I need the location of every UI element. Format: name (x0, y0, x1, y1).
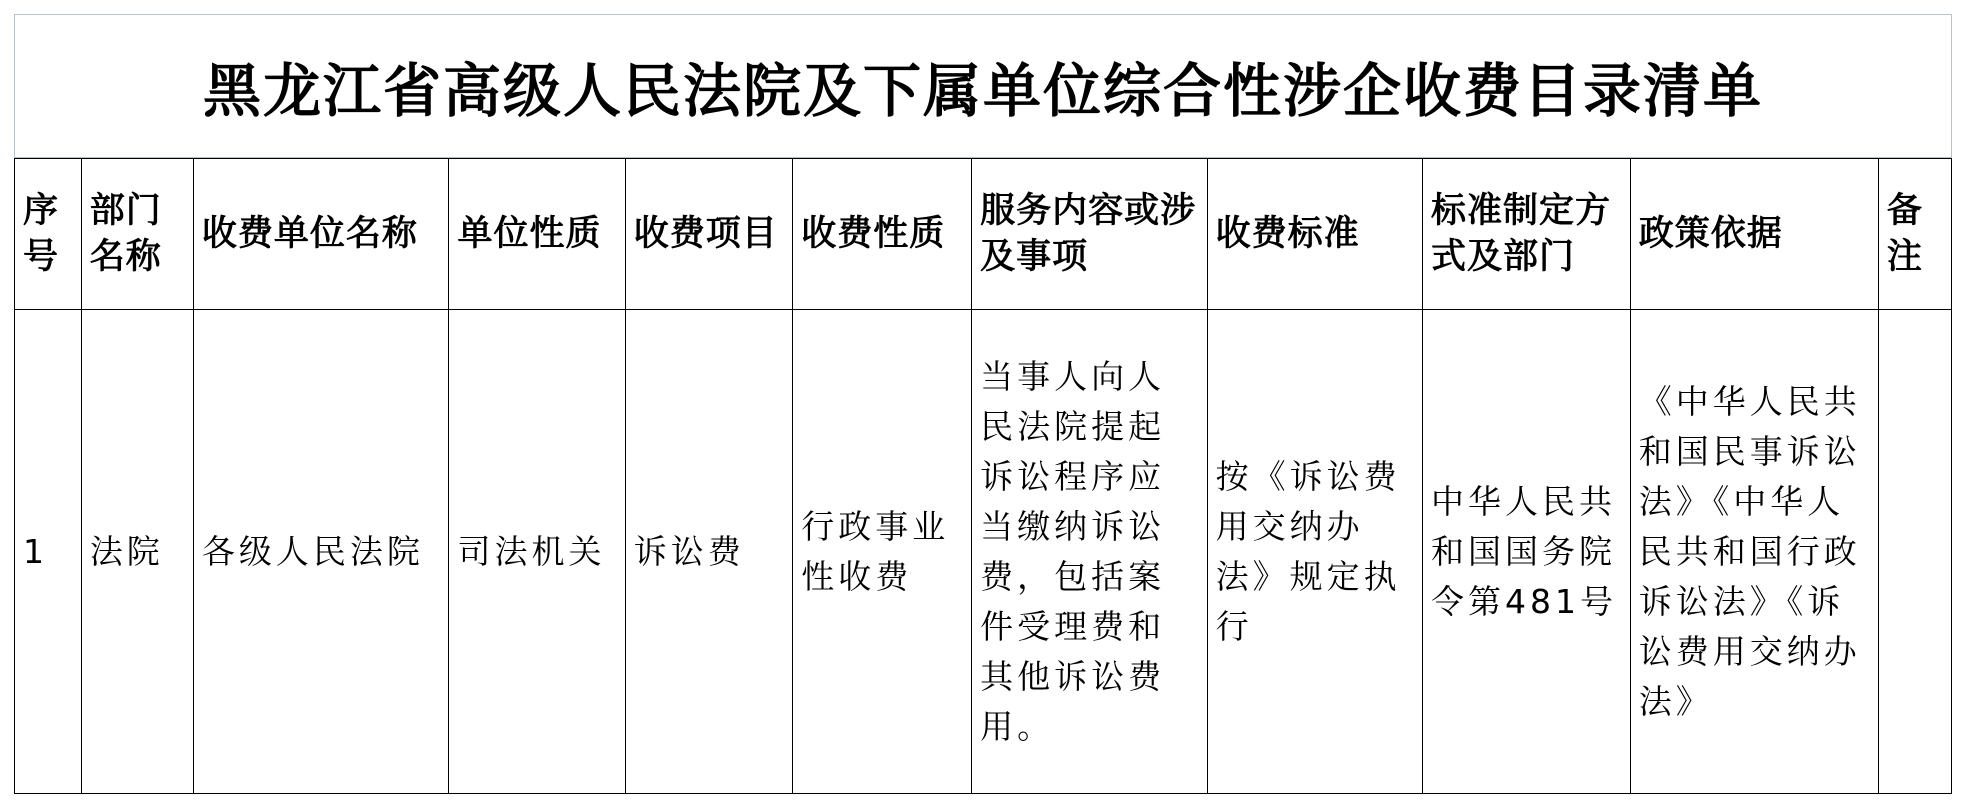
cell-dept: 法院 (81, 310, 193, 794)
cell-seq: 1 (15, 310, 82, 794)
cell-policy: 《中华人民共和国民事诉讼法》《中华人民共和国行政诉讼法》《诉讼费用交纳办法》 (1630, 310, 1878, 794)
header-remark: 备注 (1878, 159, 1951, 310)
table-header (15, 159, 1952, 310)
title-box (14, 14, 1952, 158)
table-body (15, 310, 1952, 794)
header-method: 标准制定方式及部门 (1422, 159, 1630, 310)
cell-unit-name: 各级人民法院 (193, 310, 449, 794)
table-row (15, 310, 1952, 794)
cell-fee-nature: 行政事业性收费 (793, 310, 972, 794)
header-dept: 部门名称 (81, 159, 193, 310)
header-service: 服务内容或涉及事项 (972, 159, 1208, 310)
header-unit-nature: 单位性质 (449, 159, 625, 310)
cell-standard: 按《诉讼费用交纳办法》规定执行 (1207, 310, 1422, 794)
fee-catalog-table (14, 158, 1952, 794)
header-policy: 政策依据 (1630, 159, 1878, 310)
cell-method: 中华人民共和国国务院令第481号 (1422, 310, 1630, 794)
header-fee-nature: 收费性质 (793, 159, 972, 310)
header-seq: 序号 (15, 159, 82, 310)
header-unit-name: 收费单位名称 (193, 159, 449, 310)
page-title: 黑龙江省高级人民法院及下属单位综合性涉企收费目录清单 (202, 57, 1763, 125)
header-row (15, 159, 1952, 310)
cell-service: 当事人向人民法院提起诉讼程序应当缴纳诉讼费，包括案件受理费和其他诉讼费用。 (972, 310, 1208, 794)
cell-remark (1878, 310, 1951, 794)
cell-fee-item: 诉讼费 (625, 310, 793, 794)
header-fee-item: 收费项目 (625, 159, 793, 310)
cell-unit-nature: 司法机关 (449, 310, 625, 794)
header-standard: 收费标准 (1207, 159, 1422, 310)
